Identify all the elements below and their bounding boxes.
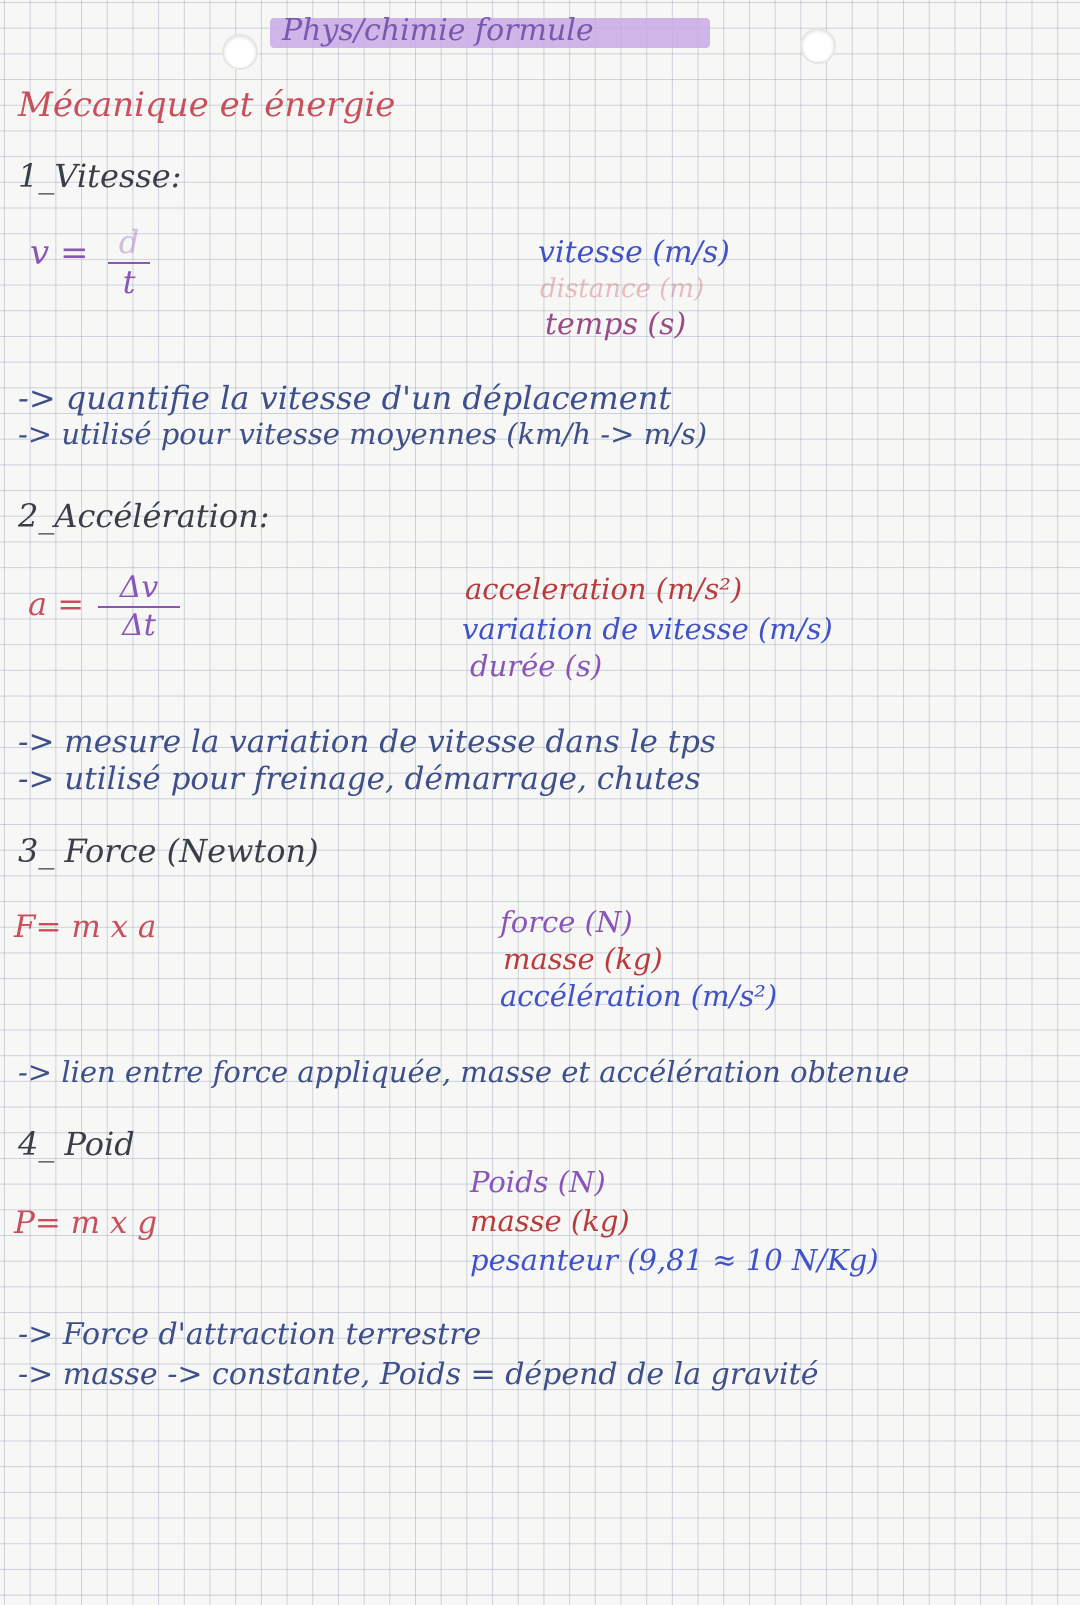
- variable-line: acceleration (m/s²): [465, 572, 743, 606]
- fraction-numerator: Δv: [119, 570, 159, 605]
- note-line: -> Force d'attraction terrestre: [18, 1317, 482, 1352]
- variable-line: force (N): [500, 905, 633, 939]
- note-line: -> masse -> constante, Poids = dépend de la gravité: [18, 1357, 819, 1392]
- section-heading-vitesse: 1_Vitesse:: [18, 157, 182, 195]
- variable-line: distance (m): [540, 274, 705, 304]
- fraction-denominator: t: [122, 262, 136, 301]
- formula-fraction: [108, 223, 150, 301]
- section-heading-acceleration: 2_Accélération:: [18, 497, 270, 535]
- variable-line: variation de vitesse (m/s): [462, 612, 833, 646]
- note-line: -> mesure la variation de vitesse dans le tps: [18, 724, 716, 760]
- punch-hole-left: [222, 34, 258, 70]
- formula-lhs: a =: [28, 585, 85, 623]
- formula-text: F= m x a: [14, 909, 157, 945]
- chapter-heading: Mécanique et énergie: [18, 85, 396, 125]
- note-line: -> utilisé pour vitesse moyennes (km/h -> m/s): [18, 417, 708, 451]
- page-title: Phys/chimie formule: [282, 13, 594, 48]
- variable-line: pesanteur (9,81 ≈ 10 N/Kg): [470, 1243, 879, 1277]
- variable-line: accélération (m/s²): [500, 979, 778, 1013]
- formula-text: P= m x g: [14, 1205, 158, 1241]
- note-line: -> quantifie la vitesse d'un déplacement: [18, 379, 672, 417]
- note-line: -> lien entre force appliquée, masse et accélération obtenue: [18, 1055, 910, 1089]
- fraction-numerator: d: [118, 223, 140, 261]
- variable-line: Poids (N): [470, 1165, 606, 1199]
- variable-line: masse (kg): [503, 942, 663, 976]
- punch-hole-right: [800, 28, 836, 64]
- note-line: -> utilisé pour freinage, démarrage, chutes: [18, 761, 701, 797]
- formula-lhs: v =: [30, 233, 89, 273]
- section-heading-poid: 4_ Poid: [18, 1125, 135, 1163]
- formula-fraction: [98, 572, 180, 641]
- variable-line: masse (kg): [470, 1204, 630, 1238]
- variable-line: vitesse (m/s): [538, 235, 730, 270]
- variable-line: durée (s): [470, 649, 603, 683]
- fraction-denominator: Δt: [122, 607, 156, 643]
- section-heading-force: 3_ Force (Newton): [18, 832, 319, 870]
- variable-line: temps (s): [545, 307, 687, 342]
